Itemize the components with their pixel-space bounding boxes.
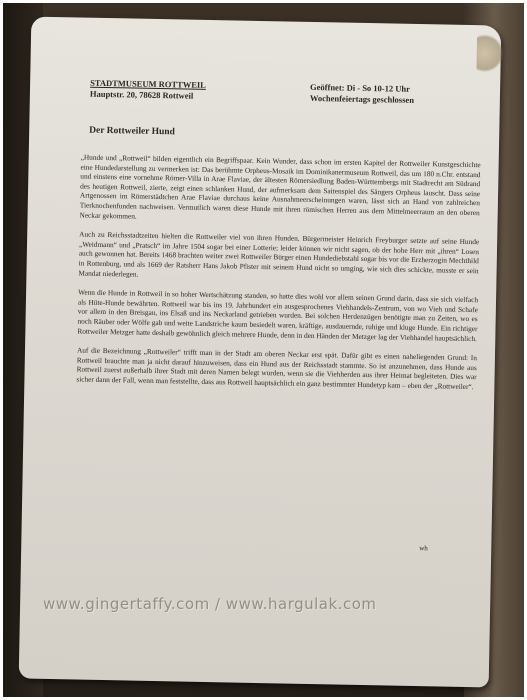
paragraph-2: Auch zu Reichsstadtzeiten hielten die Rottweiler viel von ihren Hunden. Bürgermeister Heinrich Freyburger setzte auf seine Hunde „Weidmann“ und „Pratsch“ im Jahre 1504 sogar bei einer Lotterie; leider können wir nicht sagen, ob der hohe Herr mit „ihren“ Losen auch gewonnen hat. Bereits 1468 brachten weiter zwei Rottweiler Bürger einen Hundediebstahl sogar bis vor die Erzherzogin Mechthild in Rottenburg, und als 1669 der Ratsherr Hans Jakob Pfister mit seinem Hund nicht so umging, wie sich dies schickte, musste er sein Mandat niederlegen.: [78, 229, 480, 279]
museum-info: [90, 78, 206, 102]
paragraph-3: Wenn die Hunde in Rottweil in so hoher Wertschätzung standen, so hatte dies wohl vor allem seinen Grund darin, dass sie sich vielfach als Hüte-Hunde bewährten. Rottweil war bis ins 19. Jahrhundert ein ausgesprochenes Viehhandels-Zentrum, von wo Vieh und Schafe vor allem in den Breisgau, ins Elsaß und ins Neckarland getrieben wurden. Bei solchen Herdenzügen benötigte man zu Zeiten, wo es noch Räuber oder Wölfe gab und weite Landstriche kaum besiedelt waren, kräftige, ausdauernde, ruhige und kluge Hunde. Ein richtiger Rottweiler Metzger hatte deshalb gewöhnlich gleich mehrere Hunde, denn in den Händen der Metzger lag der Viehhandel hauptsächlich.: [77, 287, 479, 343]
info-sheet: [19, 17, 502, 688]
paragraph-4: Auf die Bezeichnung „Rottweiler“ trifft man in der Stadt am oberen Neckar erst spät. Dafür gibt es einen naheliegenden Grund: In Rottweil brauchte man ja nicht darauf hinzuweisen, dass ein Hund aus der Reichsstadt stammte. So ist anzunehmen, dass Hunde aus Rottweil zuerst außerhalb ihrer Stadt mit deren Namen belegt wurden, wenn sie die Viehherden aus ihrer Heimat begleiteten. Dies war sicher dann der Fall, wenn man feststellte, dass aus Rottweil hauptsächlich ein ganz bestimmter Hundetyp kam – eben der „Rottweiler“.: [76, 345, 478, 391]
museum-name: STADTMUSEUM ROTTWEIL: [90, 77, 207, 90]
watermark: www.gingertaffy.com / www.hargulak.com: [43, 595, 377, 613]
sheet-header: [90, 78, 471, 119]
paragraph-1: „Hunde und „Rottweil“ bilden eigentlich ein Begriffspaar. Kein Wunder, dass schon im ersten Kapitel der Rottweiler Kunstgeschichte eine Hundedarstellung zu vermerken ist: Das berühmte Orpheus-Mosaik im Dominikanermuseum Rottweil, das um 180 n.Chr. entstand und einstens eine vornehme Römer-Villa in Arae Flaviae, der ältesten Römersiedlung Baden-Württembergs mit Stadtrecht am Südrand des heutigen Rottweil, zierte, zeigt einen schlanken Hund, der aufmerksam dem Saitenspiel des Sängers Orpheus lauscht. Dass seine Artgenossen im Römerstädtchen Arae Flaviae durchaus keine Ausnahmeerscheinungen waren, lässt sich an Hand von zahlreichen Tierknochenfunden nachweisen. Vermutlich waren diese Hunde mit ihren römischen Herren aus dem Mittelmeerraum an den oberen Neckar gekommen.: [79, 152, 481, 221]
holiday-note: Wochenfeiertags geschlossen: [309, 92, 415, 105]
opening-hours-text: Geöffnet: Di - So 10-12 Uhr: [310, 81, 411, 94]
paper-stain: [476, 33, 503, 73]
museum-address: Hauptstr. 20, 78628 Rottweil: [89, 88, 194, 101]
opening-hours: [310, 82, 415, 106]
author-initials: wh: [419, 544, 428, 553]
document-title: Der Rottweiler Hund: [89, 125, 175, 138]
document-body: [76, 153, 481, 402]
